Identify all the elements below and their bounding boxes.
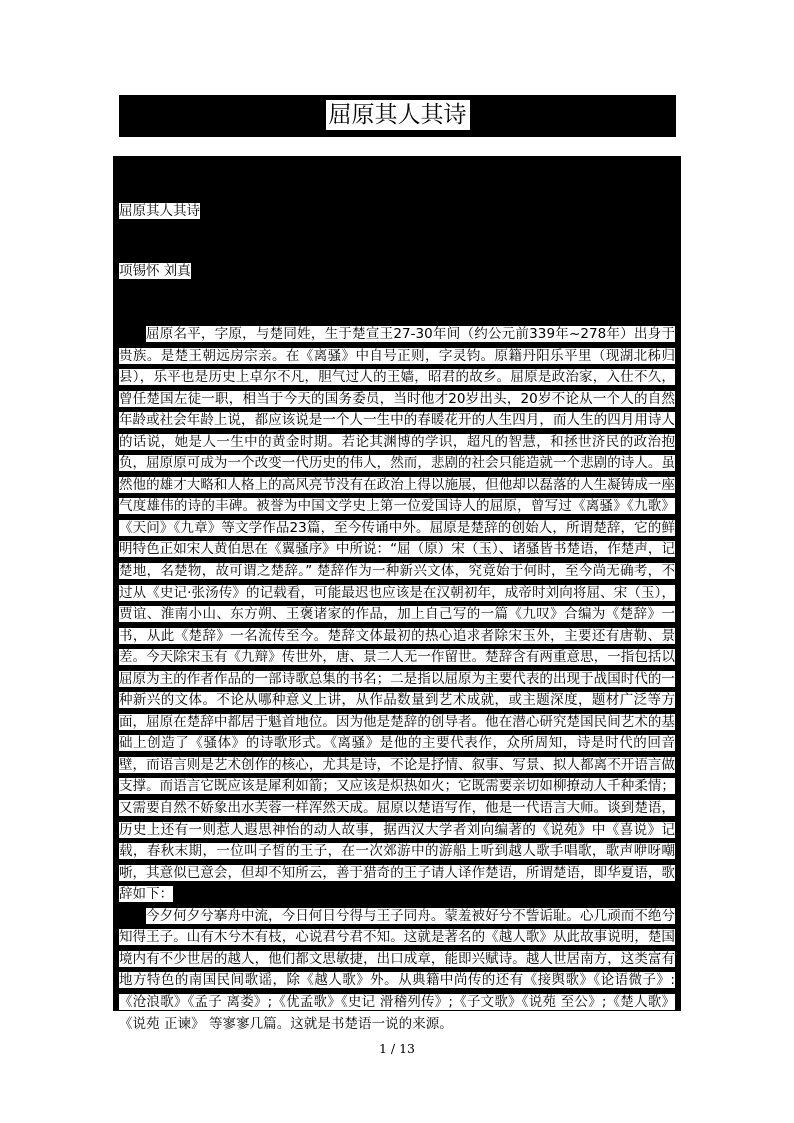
- page-indicator: 1 / 13: [378, 1041, 416, 1056]
- article-title-text: 屈原其人其诗: [119, 203, 200, 219]
- article-text: [119, 324, 675, 1035]
- article-title: [119, 202, 200, 221]
- paragraph: [119, 324, 675, 906]
- document-body: [113, 156, 681, 1032]
- paragraph-text: 屈原名平，字原，与楚同姓，生于楚宣王27-30年间（约公元前339年~278年）出身于贵族。是楚王朝远房宗亲。在《离骚》中自号正则，字灵钧。原籍丹阳乐平里（现湖北秭归县），乐平也是历史上卓尔不凡，胆气过人的王嫱，昭君的故乡。屈原是政治家，入仕不久，曾任楚国左徒一职，相当于今天的国务委员，当时他才20岁出头，20岁不论从一个人的自然年龄或社会年龄上说，都应该说是一个人一生中的春暖花开的人生四月，而人生的四月用诗人的话说，她是人一生中的黄金时期。若论其渊博的学识，超凡的智慧，和拯世济民的政治抱负，屈原原可成为一个改变一代历史的伟人，然而，悲剧的社会只能造就一个悲剧的诗人。虽然他的雄才大略和人格上的高风亮节没有在政治上得以施展，但他却以磊落的人生凝铸成一座气度雄伟的诗的丰碑。被誉为中国文学史上第一位爱国诗人的屈原，曾写过《离骚》《九歌》《天问》《九章》等文学作品23篇，至今传诵中外。屈原是楚辞的创始人，所谓楚辞，它的鲜明特色正如宋人黄伯思在《翼骚序》中所说：“屈（原）宋（玉）、诸骚皆书楚语，作楚声，记楚地，名楚物，故可谓之楚辞。” 楚辞作为一种新兴文体，究竟始于何时，至今尚无确考，不过从《史记·张汤传》的记载看，可能最迟也应该是在汉朝初年，成帝时刘向将屈、宋（玉），贾谊、淮南小山、东方朔、王褒诸家的作品，加上自己写的一篇《九叹》合编为《楚辞》一书，从此《楚辞》一名流传至今。楚辞文体最初的热心追求者除宋玉外，主要还有唐勒、景差。今天除宋玉有《九辩》传世外，唐、景二人无一作留世。楚辞含有两重意思，一指包括以屈原为主的作者作品的一部诗歌总集的书名；二是指以屈原为主要代表的出现于战国时代的一种新兴的文体。不论从哪种意义上讲，从作品数量到艺术成就，或主题深度，题材广泛等方面，屈原在楚辞中都居于魁首地位。因为他是楚辞的创导者。他在潜心研究楚国民间艺术的基础上创造了《骚体》的诗歌形式。《离骚》是他的主要代表作，众所周知，诗是时代的回音壁，而语言则是艺术创作的核心，尤其是诗，不论是抒情、叙事、写景、拟人都离不开语言做支撑。而语言它既应该是犀利如箭；又应该是炽热如火；它既需要亲切如柳撩动人千种柔情；又需要自然不娇象出水芙蓉一样浑然天成。屈原以楚语写作，他是一代语言大师。谈到楚语，历史上还有一则惹人遐思神怡的动人故事，据西汉大学者刘向编著的《说苑》中《喜说》记载，春秋末期，一位叫子皙的王子，在一次郊游中的游船上听到越人歌手唱歌，歌声咿呀嘲哳，其意似已意会，但却不知所云，善于猎奇的王子请人译作楚语，所谓楚语，即华夏语，歌辞如下：: [119, 326, 675, 903]
- paragraph: [119, 906, 675, 1035]
- title-banner: [119, 95, 676, 137]
- article-authors: [119, 262, 191, 281]
- article-authors-text: 项锡怀 刘真: [119, 263, 191, 279]
- paragraph-text: 今夕何夕兮搴舟中流，今日何日兮得与王子同舟。蒙羞被好兮不訾诟耻。心几顽而不绝兮知得王子。山有木兮木有枝，心说君兮君不知。这就是著名的《越人歌》从此故事说明，楚国境内有不少世居的越人，他们都文思敏捷，出口成章，能即兴赋诗。越人世居南方，这类富有地方特色的南国民间歌谣，除《越人歌》外。从典籍中尚传的还有《接舆歌》《论语微子》:《沧浪歌》《孟子 离娄》;《优孟歌》《史记 滑稽列传》;《子文歌》《说苑 至公》;《楚人歌》《说苑 正谏》 等寥寥几篇。这就是书楚语一说的来源。: [119, 907, 675, 1032]
- page-title: 屈原其人其诗: [325, 99, 471, 131]
